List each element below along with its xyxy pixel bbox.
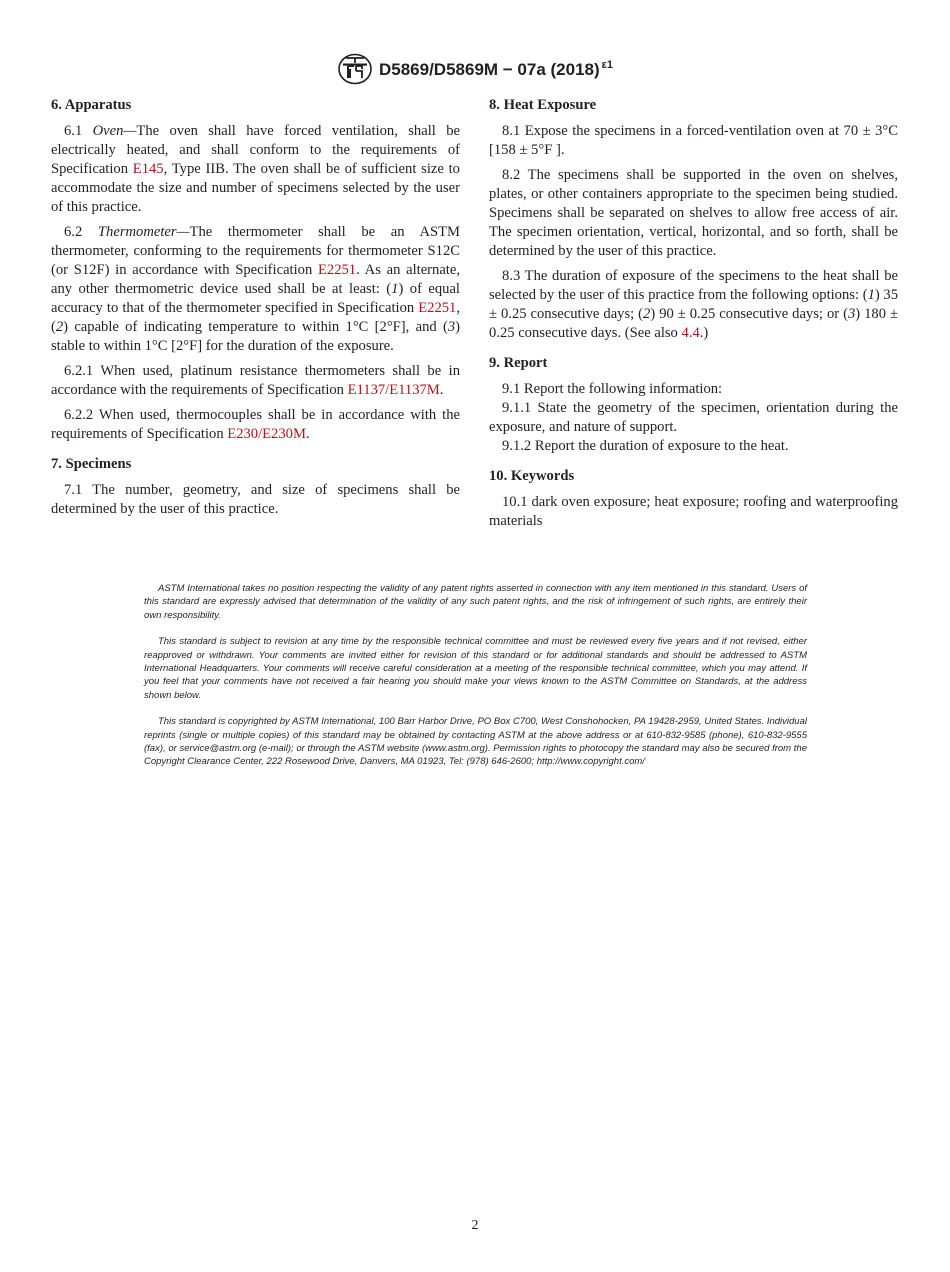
ref-e2251-link-2[interactable]: E2251 (418, 300, 457, 316)
ref-e2251-link[interactable]: E2251 (317, 262, 357, 278)
section-10-heading: 10. Keywords (489, 468, 575, 484)
right-column (489, 92, 898, 537)
clause-number: 6.2 (64, 224, 83, 240)
paragraph-10-1: 10.1 dark oven exposure; heat exposure; roofing and waterproofing materials (489, 494, 898, 529)
text: 6.2.2 When used, thermocouples shall be in accordance with the requirements of Specification (51, 407, 460, 442)
item-number: 2 (643, 306, 651, 322)
text: The oven shall have forced ventilation, shall be electrically heated, and shall conform to the requirements of Specification (51, 123, 460, 177)
designation-text: D5869/D5869M − 07a (2018) (378, 59, 600, 79)
paragraph-9-1-1: 9.1.1 State the geometry of the specimen, orientation during the exposure, and nature of support. (489, 400, 898, 435)
section-8-heading: 8. Heat Exposure (489, 97, 597, 113)
text: The thermometer shall be an ASTM thermometer, conforming to the requirements for thermometer S12C (or S12F) in accordance with Specification (51, 224, 460, 278)
item-number: 1 (391, 281, 399, 297)
epsilon-superscript: ε1 (601, 58, 614, 71)
section-7-heading: 7. Specimens (51, 456, 132, 472)
item-number: 3 (847, 306, 856, 322)
text: , Type IIB. The oven shall be of sufficient size to accommodate the size and number of specimens selected by the user of this practice. (51, 161, 460, 215)
term-oven: Oven— (92, 123, 137, 139)
paragraph-9-1: 9.1 Report the following information: (502, 381, 723, 397)
copyright-notice: This standard is copyrighted by ASTM International, 100 Barr Harbor Drive, PO Box C700, West Conshohocken, PA 19428-2959, United States. Individual reprints (single or multiple copies) of this standard may be obtained by contacting ASTM at the above address or at 610-832-9585 (phone), 610-832-9555 (fax), or service@astm.org (e-mail); or through the ASTM website (www.astm.org). Permission rights to photocopy the standard may also be secured from the Copyright Clearance Center, 222 Rosewood Drive, Danvers, MA 01923, Tel: (978) 646-2600; http://www.copyright.com/ (144, 716, 807, 768)
text: ) of equal accuracy to that of the thermometer specified in Specification (51, 281, 460, 316)
left-column (51, 92, 460, 525)
item-number: 2 (55, 319, 64, 335)
paragraph-6-2-2 (51, 406, 460, 444)
text: . As an alternate, any other thermometric device used shall be at least: ( (51, 262, 460, 297)
paragraph-6-2 (51, 223, 460, 356)
ref-e1137-link[interactable]: E1137/E1137M (347, 382, 440, 398)
patent-notice: ASTM International takes no position respecting the validity of any patent rights asserted in connection with any item mentioned in this standard. Users of this standard are expressly advised that determination of the validity of any such patent rights, and the risk of infringement of such rights, are entirely their own responsibility. (144, 583, 807, 621)
page-header (0, 52, 950, 86)
astm-logo (337, 53, 373, 85)
text: . (439, 382, 444, 398)
text: ) 180 ± 0.25 consecutive days. (See also (489, 306, 898, 341)
term-thermometer: Thermometer— (97, 224, 190, 240)
page-number: 2 (471, 1218, 479, 1233)
section-9-heading: 9. Report (489, 355, 548, 371)
paragraph-8-3 (489, 267, 898, 343)
legal-notices (144, 582, 807, 782)
text: 8.3 The duration of exposure of the specimens to the heat shall be selected by the user of this practice from the following options: ( (489, 268, 898, 303)
text: ) 90 ± 0.25 consecutive days; or ( (650, 306, 848, 322)
document-designation (379, 59, 613, 80)
ref-4-4-link[interactable]: 4.4 (681, 325, 700, 341)
text: ) stable to within 1°C [2°F] for the duration of the exposure. (51, 319, 460, 354)
text: ) capable of indicating temperature to within 1°C [2°F], and ( (63, 319, 448, 335)
paragraph-8-2: 8.2 The specimens shall be supported in the oven on shelves, plates, or other containers appropriate to the specimen being studied. Specimens shall be separated on shelves to allow free access of air. The specimen orientation, vertical, horizontal, and so forth, shall be determined by the user of this practice. (489, 167, 898, 259)
paragraph-8-1: 8.1 Expose the specimens in a forced-ventilation oven at 70 ± 3°C [158 ± 5°F ]. (489, 123, 898, 158)
clause-number: 6.1 (64, 123, 83, 139)
text: ) 35 ± 0.25 consecutive days; ( (489, 287, 899, 322)
item-number: 1 (867, 287, 875, 303)
text: , ( (51, 300, 460, 335)
text: . (305, 426, 310, 442)
paragraph-6-2-1 (51, 362, 460, 400)
paragraph-6-1 (51, 122, 460, 217)
item-number: 3 (447, 319, 456, 335)
ref-e145-link[interactable]: E145 (132, 161, 164, 177)
paragraph-9-1-2: 9.1.2 Report the duration of exposure to the heat. (502, 438, 789, 454)
revision-notice: This standard is subject to revision at any time by the responsible technical committee and must be reviewed every five years and if not revised, either reapproved or withdrawn. Your comments are invited either for revision of this standard or for additional standards and should be addressed to ASTM International Headquarters. Your comments will receive careful consideration at a meeting of the responsible technical committee, which you may attend. If you feel that your comments have not received a fair hearing you should make your views known to the ASTM Committee on Standards, at the address shown below. (144, 636, 807, 701)
text: .) (699, 325, 709, 341)
paragraph-7-1: 7.1 The number, geometry, and size of specimens shall be determined by the user of this practice. (51, 482, 460, 517)
section-6-heading: 6. Apparatus (51, 97, 132, 113)
ref-e230-link[interactable]: E230/E230M (227, 426, 306, 442)
text: 6.2.1 When used, platinum resistance thermometers shall be in accordance with the requirements of Specification (51, 363, 460, 398)
